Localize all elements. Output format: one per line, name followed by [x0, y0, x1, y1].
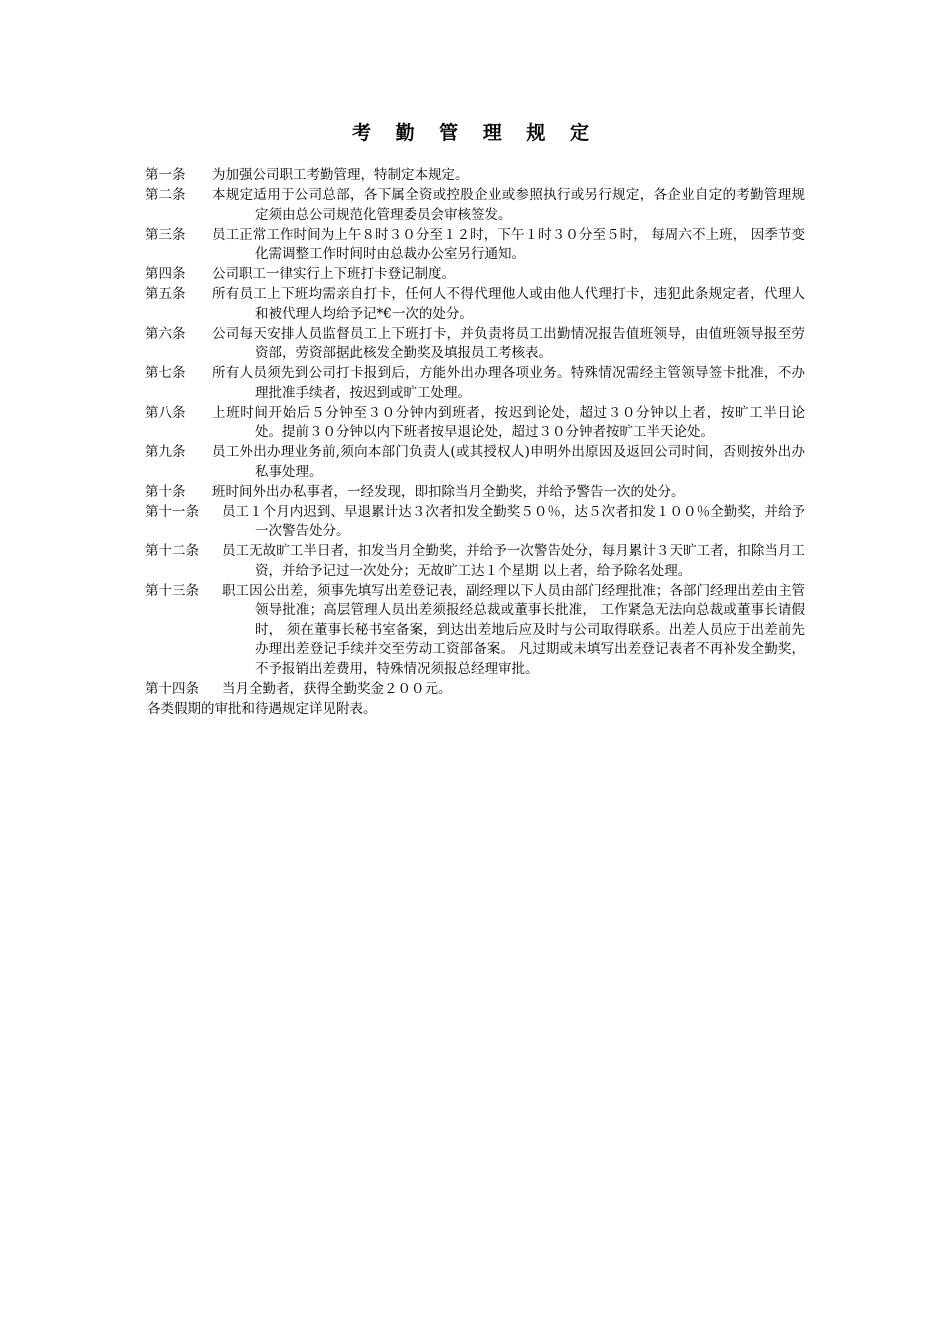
article-text: 职工因公出差，须事先填写出差登记表，副经理以下人员由部门经理批准；各部门经理出差由主管领导批准；高层管理人员出差须报经总裁或董事长批准， 工作紧急无法向总裁或董事长请假时， 须在董事长秘书室备案，到达出差地后应及时与公司取得联系。出差人员应于出差前先办理出差登记手续并交至劳动工资部备案。 凡过期或未填写出差登记表者不再补发全勤奖，不予报销出差费用，特殊情况须报总经理审批。: [222, 582, 805, 677]
article-1: [145, 166, 805, 186]
article-text: 员工正常工作时间为上午８时３０分至１２时，下午１时３０分至５时， 每周六不上班， 因季节变化需调整工作时间时由总裁办公室另行通知。: [212, 226, 805, 262]
article-4: [145, 265, 805, 285]
article-label: 第四条: [145, 266, 186, 282]
article-label: 第十条: [145, 483, 186, 500]
article-text: 为加强公司职工考勤管理，特制定本规定。: [212, 167, 469, 183]
article-5: [145, 285, 805, 324]
article-label: 第十三条: [145, 582, 199, 599]
article-2: [145, 186, 805, 225]
article-12: [145, 542, 805, 581]
article-10: [145, 483, 805, 503]
article-text: 公司每天安排人员监督员工上下班打卡，并负责将员工出勤情况报告值班领导，由值班领导报至劳资部，劳资部据此核发全勤奖及填报员工考核表。: [212, 325, 805, 361]
article-text: 当月全勤者，获得全勤奖金２００元。: [222, 680, 452, 697]
article-9: [145, 443, 805, 482]
article-label: 第八条: [145, 404, 186, 421]
article-8: [145, 404, 805, 443]
article-label: 第一条: [145, 167, 186, 183]
article-11: [145, 503, 805, 542]
article-14: [145, 680, 805, 700]
article-13: [145, 582, 805, 680]
article-text: 员工１个月内迟到、早退累计达３次者扣发全勤奖５０％，达５次者扣发１００％全勤奖，并给予一次警告处分。: [222, 503, 805, 539]
footnote: 各类假期的审批和待遇规定详见附表。: [147, 701, 377, 717]
article-6: [145, 325, 805, 364]
article-label: 第五条: [145, 286, 186, 302]
article-text: 公司职工一律实行上下班打卡登记制度。: [212, 266, 455, 282]
article-7: [145, 364, 805, 403]
article-label: 第十二条: [145, 543, 199, 559]
article-label: 第十一条: [145, 503, 199, 520]
article-text: 上班时间开始后５分钟至３０分钟内到班者，按迟到论处，超过３０分钟以上者，按旷工半日论处。提前３０分钟以内下班者按早退论处，超过３０分钟者按旷工半天论处。: [212, 404, 805, 440]
article-label: 第十四条: [145, 680, 199, 697]
article-label: 第二条: [145, 187, 186, 203]
article-text: 员工外出办理业务前,须向本部门负责人(或其授权人)申明外出原因及返回公司时间，否则按外出办私事处理。: [212, 444, 805, 480]
article-text: 所有员工上下班均需亲自打卡，任何人不得代理他人或由他人代理打卡，违犯此条规定者，代理人和被代理人均给予记*€一次的处分。: [212, 286, 805, 322]
article-3: [145, 226, 805, 265]
article-text: 班时间外出办私事者，一经发现，即扣除当月全勤奖，并给予警告一次的处分。: [212, 483, 685, 500]
article-text: 员工无故旷工半日者，扣发当月全勤奖，并给予一次警告处分，每月累计３天旷工者，扣除当月工资，并给予记过一次处分；无故旷工达１个星期 以上者，给予除名处理。: [222, 543, 805, 579]
article-text: 本规定适用于公司总部，各下属全资或控股企业或参照执行或另行规定，各企业自定的考勤管理规定须由总公司规范化管理委员会审核签发。: [212, 187, 805, 223]
article-list: [145, 166, 805, 720]
article-label: 第三条: [145, 226, 186, 243]
article-label: 第六条: [145, 325, 186, 342]
article-text: 所有人员须先到公司打卡报到后，方能外出办理各项业务。特殊情况需经主管领导签卡批准，不办理批准手续者，按迟到或旷工处理。: [212, 365, 805, 401]
article-label: 第七条: [145, 365, 186, 381]
article-label: 第九条: [145, 444, 186, 460]
document-title: 考 勤 管 理 规 定: [351, 122, 599, 144]
